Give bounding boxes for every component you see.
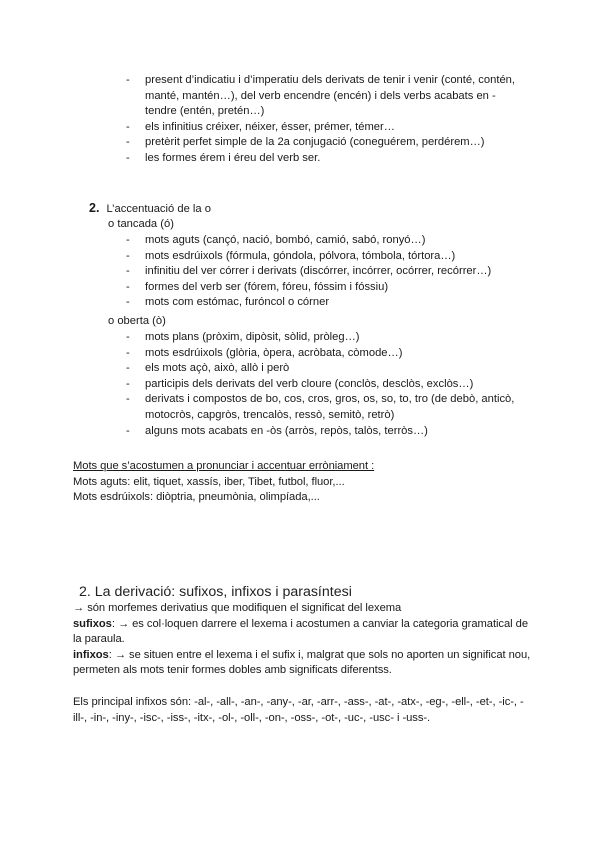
list-item: - present d’indicatiu i d’imperatiu dels derivats de tenir i venir (conté, contén, manté, mantén…), del verb encendre (encén) i dels verbs acabats en -tendre (entén, pretén…)	[126, 74, 516, 118]
infixos-label: infixos	[73, 648, 109, 661]
dash-bullet: -	[126, 74, 130, 86]
dash-bullet: -	[126, 151, 130, 164]
list-item: - mots esdrúixols (fórmula, góndola, pólvora, tómbola, tórtora…)	[145, 249, 530, 265]
section-heading-o	[89, 201, 211, 218]
subheading-o-oberta: o oberta (ò)	[108, 315, 166, 327]
section-title: L’accentuació de la o	[106, 203, 211, 215]
dash-bullet: -	[126, 393, 130, 406]
derivacio-block	[73, 601, 533, 679]
dash-bullet: -	[126, 346, 130, 359]
dash-bullet: -	[126, 362, 130, 375]
dash-bullet: -	[126, 296, 130, 309]
list-item: - formes del verb ser (fórem, fóreu, fóssim i fóssiu)	[145, 280, 530, 296]
o-oberta-list	[126, 330, 530, 439]
infixos-paragraph: infixos: → se situen entre el lexema i el sufix i, malgrat que sols no aporten un significat nou, permeten als mots tenir formes dobles amb significats diferentss.	[73, 648, 531, 677]
subheading-o-tancada: o tancada (ó)	[108, 218, 174, 230]
dash-bullet: -	[126, 424, 130, 437]
dash-bullet: -	[126, 280, 130, 293]
dash-bullet: -	[126, 377, 130, 390]
o-tancada-list	[126, 233, 530, 311]
list-item: - els infinitius créixer, néixer, ésser, prémer, témer…	[145, 120, 525, 136]
list-item: - mots plans (pròxim, dipòsit, sòlid, pròleg…)	[145, 330, 530, 346]
section-number: 2.	[89, 201, 100, 215]
dash-bullet: -	[126, 120, 130, 133]
list-item: - mots com estómac, furóncol o córner	[145, 295, 530, 311]
list-item: - les formes érem i éreu del verb ser.	[145, 151, 525, 167]
closed-e-list	[126, 73, 525, 167]
list-item: - mots esdrúixols (glòria, òpera, acròbata, còmode…)	[145, 346, 530, 362]
sufixos-label: sufixos	[73, 617, 112, 630]
dash-bullet: -	[126, 265, 130, 278]
sufixos-paragraph: sufixos: → es col·loquen darrere el lexema i acostumen a canviar la categoria gramatical de la paraula.	[73, 617, 528, 646]
common-errors-heading: Mots que s’acostumen a pronunciar i accentuar erròniament :	[73, 460, 375, 472]
dash-bullet: -	[126, 331, 130, 343]
list-item: - alguns mots acabats en -òs (arròs, repòs, talòs, terròs…)	[145, 424, 530, 440]
mots-aguts-line: Mots aguts: elit, tiquet, xassís, iber, Tibet, futbol, fluor,...	[73, 475, 345, 488]
common-errors-block	[73, 459, 533, 506]
list-item: - els mots açò, això, allò i però	[145, 361, 530, 377]
list-item: - mots aguts (cançó, nació, bombó, camió, sabó, ronyó…)	[145, 233, 530, 249]
list-item: - pretèrit perfet simple de la 2a conjugació (coneguérem, perdérem…)	[145, 135, 525, 151]
infixos-list-paragraph: Els principal infixos són: -al-, -all-, -an-, -any-, -ar, -arr-, -ass-, -at-, -atx-, -eg-, -ell-, -et-, -ic-, -ill-, -in-, -iny-, -isc-, -iss-, -itx-, -ol-, -oll-, -on-, -oss-, -ot-, -uc-, -usc- i -uss-.	[73, 696, 524, 724]
dash-bullet: -	[126, 234, 130, 246]
list-item: - derivats i compostos de bo, cos, cros, gros, os, so, to, tro (de debò, anticò, motocròs, capgròs, trencalòs, ressò, semitò, retrò)	[126, 393, 515, 421]
mots-esdruixols-line: Mots esdrúixols: diòptria, pneumònia, olimpíada,...	[73, 491, 320, 504]
derivacio-title: 2. La derivació: sufixos, infixos i parasíntesi	[79, 584, 352, 600]
list-item: - infinitiu del ver córrer i derivats (discórrer, incórrer, ocórrer, recórrer…)	[145, 264, 530, 280]
dash-bullet: -	[126, 249, 130, 262]
list-item: - participis dels derivats del verb cloure (conclòs, desclòs, exclòs…)	[145, 377, 530, 393]
derivacio-intro: → són morfemes derivatius que modifiquen el significat del lexema	[73, 602, 402, 614]
dash-bullet: -	[126, 136, 130, 149]
